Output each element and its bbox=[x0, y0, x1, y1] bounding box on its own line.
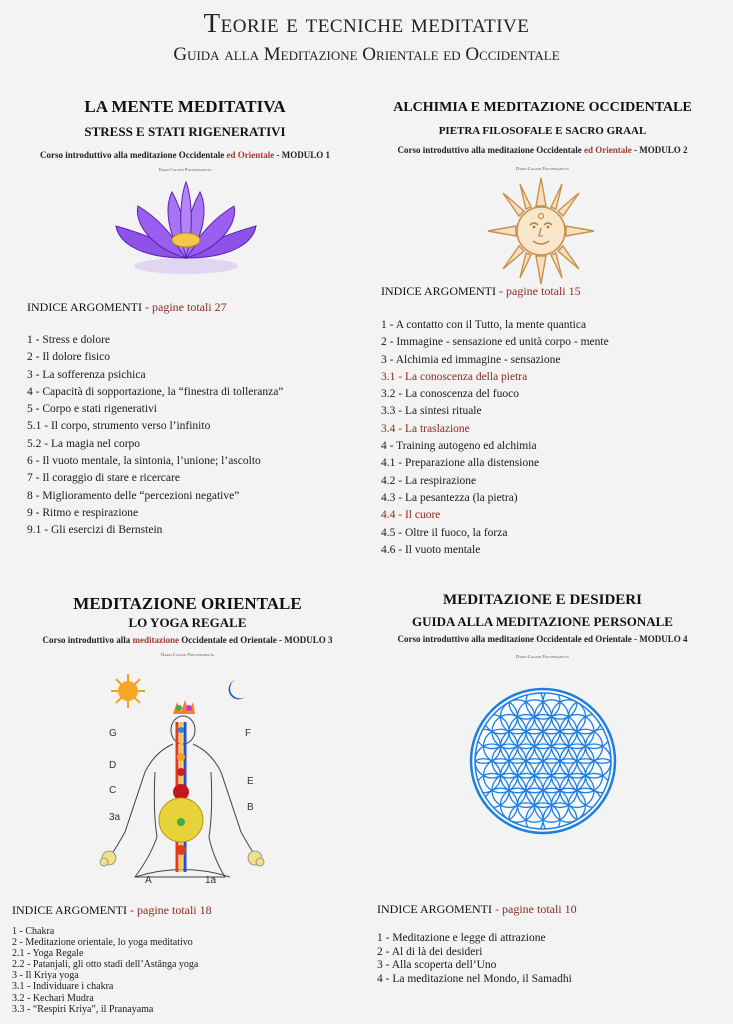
module-1-title: LA MENTE MEDITATIVA bbox=[84, 97, 286, 116]
list-item: 8 - Miglioramento delle “percezioni negative” bbox=[27, 489, 240, 502]
list-item: 4.4 - Il cuore bbox=[381, 509, 441, 522]
list-item: 4.2 - La respirazione bbox=[381, 474, 477, 487]
module-3-author: Dario Calossi Psicoterapeuta bbox=[161, 652, 214, 657]
module-4-course: Corso introduttivo alla meditazione Occidentale ed Orientale - MODULO 4 bbox=[397, 634, 688, 644]
list-item: 4.5 - Oltre il fuoco, la forza bbox=[381, 526, 508, 539]
list-item: 2.2 - Patanjali, gli otto stadi dell’Astānga yoga bbox=[12, 959, 199, 971]
module-2-author: Dario Calossi Psicoterapeuta bbox=[516, 166, 569, 171]
list-item: 1 - A contatto con il Tutto, la mente quantica bbox=[381, 319, 587, 331]
list-item: 4 - Training autogeno ed alchimia bbox=[381, 440, 537, 453]
module-1-author: Dario Calossi Psicoterapeuta bbox=[158, 167, 212, 172]
list-item: 3.2 - La conoscenza del fuoco bbox=[381, 388, 519, 401]
list-item: 1 - Stress e dolore bbox=[27, 334, 111, 346]
list-item: 4 - La meditazione nel Mondo, il Samadhi bbox=[377, 972, 572, 985]
list-item: 3.3 - La sintesi rituale bbox=[381, 405, 482, 418]
list-item: 3.1 - Individuare i chakra bbox=[12, 981, 114, 993]
list-item: 3 - Il Kriya yoga bbox=[12, 970, 79, 982]
sun-icon bbox=[111, 674, 145, 708]
list-item: 2 - Immagine - sensazione ed unità corpo - mente bbox=[381, 336, 609, 349]
module-3-index-title: INDICE ARGOMENTI - pagine totali 18 bbox=[12, 903, 212, 917]
module-2-course: Corso introduttivo alla meditazione Occidentale ed Orientale - MODULO 2 bbox=[397, 145, 688, 155]
list-item: 4 - Capacità di sopportazione, la “finestra di tolleranza” bbox=[27, 385, 284, 398]
page-title: Teorie e tecniche meditative bbox=[203, 8, 530, 38]
list-item: 4.3 - La pesantezza (la pietra) bbox=[381, 491, 518, 504]
list-item: 5.2 - La magia nel corpo bbox=[27, 437, 141, 450]
chakra-label: E bbox=[247, 776, 254, 787]
chakra-label: B bbox=[247, 802, 254, 813]
flower-of-life-icon bbox=[468, 686, 618, 836]
list-item: 1 - Meditazione e legge di attrazione bbox=[377, 932, 546, 944]
module-4-index-list bbox=[377, 932, 572, 986]
list-item: 3 - La sofferenza psichica bbox=[27, 368, 146, 381]
list-item: 5.1 - Il corpo, strumento verso l’infinito bbox=[27, 420, 211, 433]
list-item: 2.1 - Yoga Regale bbox=[12, 948, 84, 960]
chakra-label: D bbox=[109, 760, 117, 771]
module-4-subtitle: GUIDA ALLA MEDITAZIONE PERSONALE bbox=[412, 614, 673, 629]
module-4-index-title: INDICE ARGOMENTI - pagine totali 10 bbox=[377, 902, 577, 916]
module-2-index-list bbox=[381, 317, 609, 559]
list-item: 3 - Alchimia ed immagine - sensazione bbox=[381, 353, 561, 366]
module-3-title: MEDITAZIONE ORIENTALE bbox=[73, 594, 302, 613]
list-item: 3.4 - La traslazione bbox=[381, 422, 470, 435]
module-3-subtitle: LO YOGA REGALE bbox=[128, 615, 247, 630]
chakra-label: 3a bbox=[109, 812, 121, 823]
module-1-index-title: INDICE ARGOMENTI - pagine totali 27 bbox=[27, 300, 227, 314]
lotus-icon bbox=[116, 178, 256, 278]
module-3-course: Corso introduttivo alla meditazione Occidentale ed Orientale - MODULO 3 bbox=[42, 635, 333, 645]
list-item: 9 - Ritmo e respirazione bbox=[27, 506, 139, 519]
list-item: 2 - Al di là dei desideri bbox=[377, 945, 483, 958]
list-item: 4.1 - Preparazione alla distensione bbox=[381, 457, 540, 470]
sun-face-icon bbox=[486, 176, 596, 286]
list-item: 2 - Meditazione orientale, lo yoga meditativo bbox=[12, 937, 193, 949]
chakra-figure-illustration bbox=[95, 672, 265, 887]
list-item: 5 - Corpo e stati rigenerativi bbox=[27, 403, 157, 416]
list-item: 4.6 - Il vuoto mentale bbox=[381, 543, 481, 556]
list-item: 6 - Il vuoto mentale, la sintonia, l’unione; l’ascolto bbox=[27, 455, 261, 468]
list-item: 9.1 - Gli esercizi di Bernstein bbox=[27, 524, 163, 537]
module-4-title: MEDITAZIONE E DESIDERI bbox=[443, 592, 642, 608]
module-4-author: Dario Calossi Psicoterapeuta bbox=[516, 654, 569, 659]
moon-icon bbox=[229, 680, 245, 699]
list-item: 3.3 - “Respiri Kriya”, il Pranayama bbox=[12, 1003, 154, 1015]
module-1-subtitle: STRESS E STATI RIGENERATIVI bbox=[84, 124, 286, 139]
chakra-label: G bbox=[109, 728, 117, 739]
chakra-label: F bbox=[245, 728, 252, 739]
module-2-index-title: INDICE ARGOMENTI - pagine totali 15 bbox=[381, 284, 581, 298]
list-item: 3.1 - La conoscenza della pietra bbox=[381, 370, 528, 383]
chakra-label: C bbox=[109, 785, 117, 796]
list-item: 1 - Chakra bbox=[12, 926, 55, 937]
chakra-label: 1a bbox=[205, 875, 217, 886]
page-subtitle: Guida alla Meditazione Orientale ed Occidentale bbox=[173, 44, 560, 65]
module-3-index-list bbox=[12, 926, 198, 1015]
module-2-title: ALCHIMIA E MEDITAZIONE OCCIDENTALE bbox=[393, 100, 692, 115]
module-1-course: Corso introduttivo alla meditazione Occidentale ed Orientale - MODULO 1 bbox=[39, 150, 331, 160]
module-1-index-list bbox=[27, 332, 283, 540]
list-item: 2 - Il dolore fisico bbox=[27, 351, 111, 364]
list-item: 3.2 - Kechari Mudra bbox=[12, 992, 94, 1004]
list-item: 7 - Il coraggio di stare e ricercare bbox=[27, 472, 180, 485]
list-item: 3 - Alla scoperta dell’Uno bbox=[377, 959, 497, 971]
chakra-label: A bbox=[145, 875, 152, 886]
module-2-subtitle: PIETRA FILOSOFALE E SACRO GRAAL bbox=[438, 125, 647, 137]
